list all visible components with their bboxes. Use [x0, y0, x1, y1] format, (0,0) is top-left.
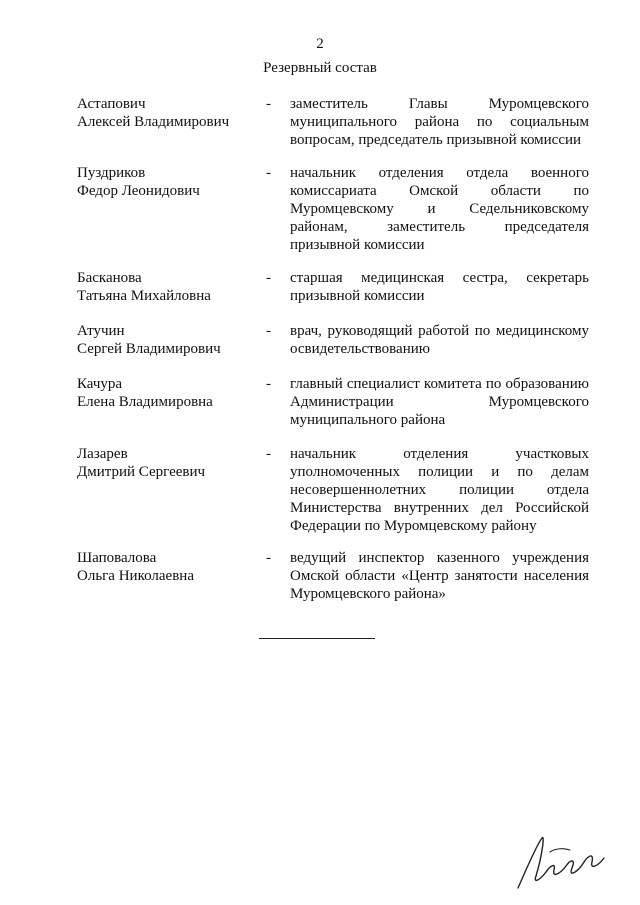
member-surname: Качура: [77, 376, 123, 392]
role-line: старшая медицинская сестра, секретарь: [290, 270, 589, 286]
member-given-names: Татьяна Михайловна: [77, 288, 211, 304]
member-surname: Басканова: [77, 270, 142, 286]
member-given-names: Дмитрий Сергеевич: [77, 464, 206, 480]
member-role: [290, 375, 589, 429]
member-given-names: Федор Леонидович: [77, 183, 200, 199]
role-line: Муромцевскому и Седельниковскому: [290, 201, 589, 217]
role-line: освидетельствованию: [290, 341, 430, 357]
dash-separator: -: [266, 376, 271, 392]
role-line: Федерации по Муромцевскому району: [290, 518, 537, 534]
role-line: районам, заместитель председателя: [290, 219, 589, 235]
member-surname: Лазарев: [77, 446, 128, 462]
member-name: [77, 95, 257, 131]
member-surname: Пуздриков: [77, 165, 146, 181]
member-role: [290, 549, 589, 603]
member-surname: Астапович: [77, 96, 146, 112]
member-name: [77, 375, 257, 411]
role-line: Муромцевского района»: [290, 586, 446, 602]
role-line: вопросам, председатель призывной комиссии: [290, 132, 582, 148]
role-line: врач, руководящий работой по медицинскому: [290, 323, 589, 339]
section-title: Резервный состав: [263, 60, 377, 76]
member-name: [77, 269, 257, 305]
role-line: Министерства внутренних дел Российской: [290, 500, 589, 516]
member-given-names: Ольга Николаевна: [77, 568, 194, 584]
member-name: [77, 549, 257, 585]
member-name: [77, 164, 257, 200]
dash-separator: -: [266, 165, 271, 181]
dash-separator: -: [266, 270, 271, 286]
member-role: [290, 164, 589, 254]
role-line: ведущий инспектор казенного учреждения: [290, 550, 589, 566]
member-surname: Шаповалова: [77, 550, 157, 566]
member-surname: Атучин: [77, 323, 125, 339]
page-number: 2: [316, 36, 324, 52]
member-name: [77, 445, 257, 481]
role-line: Администрации Муромцевского: [290, 394, 589, 410]
member-role: [290, 445, 589, 535]
member-name: [77, 322, 257, 358]
role-line: заместитель Главы Муромцевского: [290, 96, 589, 112]
member-given-names: Елена Владимировна: [77, 394, 213, 410]
member-role: [290, 269, 589, 305]
member-role: [290, 95, 589, 149]
dash-separator: -: [266, 323, 271, 339]
role-line: начальник отделения отдела военного: [290, 165, 589, 181]
dash-separator: -: [266, 96, 271, 112]
role-line: муниципального района по социальным: [290, 114, 589, 130]
role-line: главный специалист комитета по образованию: [290, 376, 589, 392]
closing-separator-line: [259, 638, 375, 639]
role-line: призывной комиссии: [290, 288, 425, 304]
dash-separator: -: [266, 446, 271, 462]
role-line: уполномоченных полиции и по делам: [290, 464, 589, 480]
role-line: Омской области «Центр занятости населения: [290, 568, 589, 584]
role-line: муниципального района: [290, 412, 446, 428]
member-given-names: Алексей Владимирович: [77, 114, 230, 130]
member-given-names: Сергей Владимирович: [77, 341, 221, 357]
dash-separator: -: [266, 550, 271, 566]
role-line: начальник отделения участковых: [290, 446, 589, 462]
role-line: комиссариата Омской области по: [290, 183, 589, 199]
role-line: несовершеннолетних полиции отдела: [290, 482, 589, 498]
role-line: призывной комиссии: [290, 237, 425, 253]
handwritten-signature: [512, 828, 612, 893]
member-role: [290, 322, 589, 358]
